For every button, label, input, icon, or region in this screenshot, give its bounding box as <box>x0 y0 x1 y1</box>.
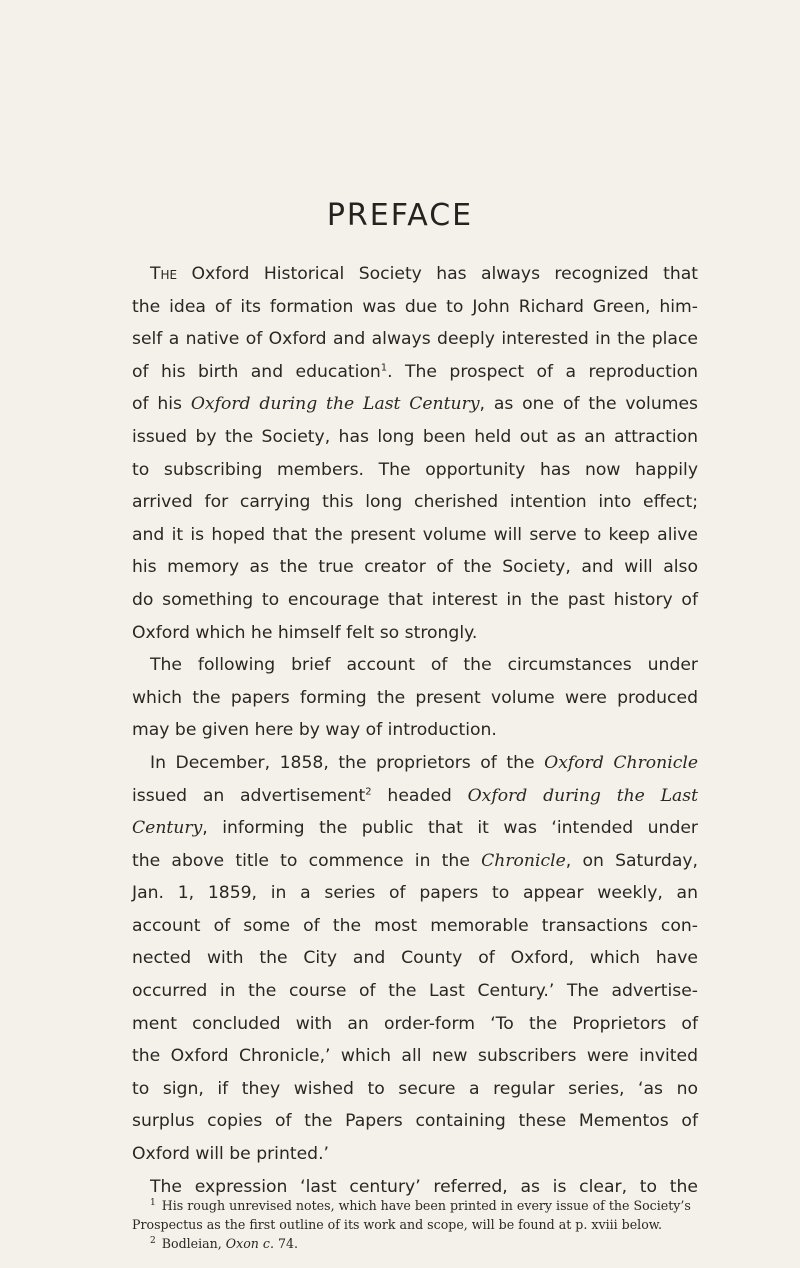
footnote-mark: 1 <box>150 1197 156 1208</box>
book-title-italic: Oxford during the Last Century <box>190 394 480 415</box>
text-line <box>132 747 698 780</box>
text-segment: Oxford Historical Society has always recognized that <box>191 264 699 284</box>
text-line: and it is hoped that the present volume will serve to keep alive <box>132 524 698 545</box>
page-title: PREFACE <box>326 198 474 233</box>
text-line <box>132 356 698 389</box>
text-line: may be given here by way of introduction. <box>132 720 497 741</box>
footnote-text: His rough unrevised notes, which have been printed in every issue of the Society’s <box>161 1198 691 1213</box>
text-segment: In December, 1858, the proprietors of the <box>150 752 545 773</box>
footnote-mark: 2 <box>150 1235 156 1246</box>
book-title-italic: Century <box>132 818 203 839</box>
footnote-1 <box>132 1196 698 1215</box>
footnote-ref: 1 <box>380 362 388 374</box>
text-segment: headed <box>371 785 468 806</box>
text-line: surplus copies of the Papers containing these Mementos of <box>132 1111 698 1132</box>
lead-word: The <box>150 264 178 284</box>
text-line: Oxford which he himself felt so strongly. <box>132 622 478 643</box>
footnote-2 <box>132 1234 698 1253</box>
text-segment: the above title to commence in the <box>132 850 470 871</box>
text-line: his memory as the true creator of the Society, and will also <box>132 557 698 578</box>
text-line <box>132 258 698 291</box>
text-line: the idea of its formation was due to John Richard Green, him- <box>132 296 698 317</box>
body-text <box>132 258 698 1203</box>
text-line: The expression ‘last century’ referred, as is clear, to the <box>150 1176 698 1197</box>
text-line: do something to encourage that interest in the past history of <box>132 589 698 610</box>
text-line: The following brief account of the circumstances under <box>150 655 698 676</box>
text-line: the Oxford Chronicle,’ which all new subscribers were invited <box>132 1046 698 1067</box>
text-segment: . The prospect of a reproduction <box>387 361 698 382</box>
text-line: Oxford will be printed.’ <box>132 1144 329 1165</box>
newspaper-title-italic: Oxford Chronicle <box>544 752 698 773</box>
book-title-italic: Oxford during the Last <box>467 785 698 806</box>
text-line: occurred in the course of the Last Century.’ The advertise- <box>132 981 698 1002</box>
newspaper-title-italic: Chronicle <box>481 850 566 871</box>
text-line: to sign, if they wished to secure a regular series, ‘as no <box>132 1078 698 1099</box>
text-segment: of his birth and education <box>132 361 381 382</box>
text-line: which the papers forming the present volume were produced <box>132 687 698 708</box>
text-line <box>132 845 698 878</box>
text-line <box>132 388 698 421</box>
footnotes <box>132 1196 698 1253</box>
footnote-text: 74. <box>273 1236 299 1251</box>
text-segment: , on Saturday, <box>565 850 698 871</box>
text-line: account of some of the most memorable transactions con- <box>132 915 698 936</box>
text-line: arrived for carrying this long cherished intention into effect; <box>132 492 698 513</box>
text-line: to subscribing members. The opportunity has now happily <box>132 459 698 480</box>
text-line: Jan. 1, 1859, in a series of papers to appear weekly, an <box>132 883 698 904</box>
shelfmark-italic: Oxon c. <box>225 1236 274 1251</box>
text-segment: , informing the public that it was ‘intended under <box>202 818 698 839</box>
text-line: issued by the Society, has long been held out as an attraction <box>132 426 698 447</box>
text-segment: , as one of the volumes <box>479 394 698 415</box>
footnote-1-continued: Prospectus as the first outline of its work and scope, will be found at p. xviii below. <box>132 1217 663 1232</box>
text-segment: of his <box>132 394 191 415</box>
footnote-ref: 2 <box>365 785 372 797</box>
text-line: self a native of Oxford and always deeply interested in the place <box>132 329 698 350</box>
footnote-text: Bodleian, <box>161 1236 226 1251</box>
text-line: ment concluded with an order-form ‘To the Proprietors of <box>132 1013 698 1034</box>
text-line: nected with the City and County of Oxford, which have <box>132 948 698 969</box>
text-line <box>132 812 698 845</box>
text-line <box>132 780 698 813</box>
text-segment: issued an advertisement <box>132 785 366 806</box>
